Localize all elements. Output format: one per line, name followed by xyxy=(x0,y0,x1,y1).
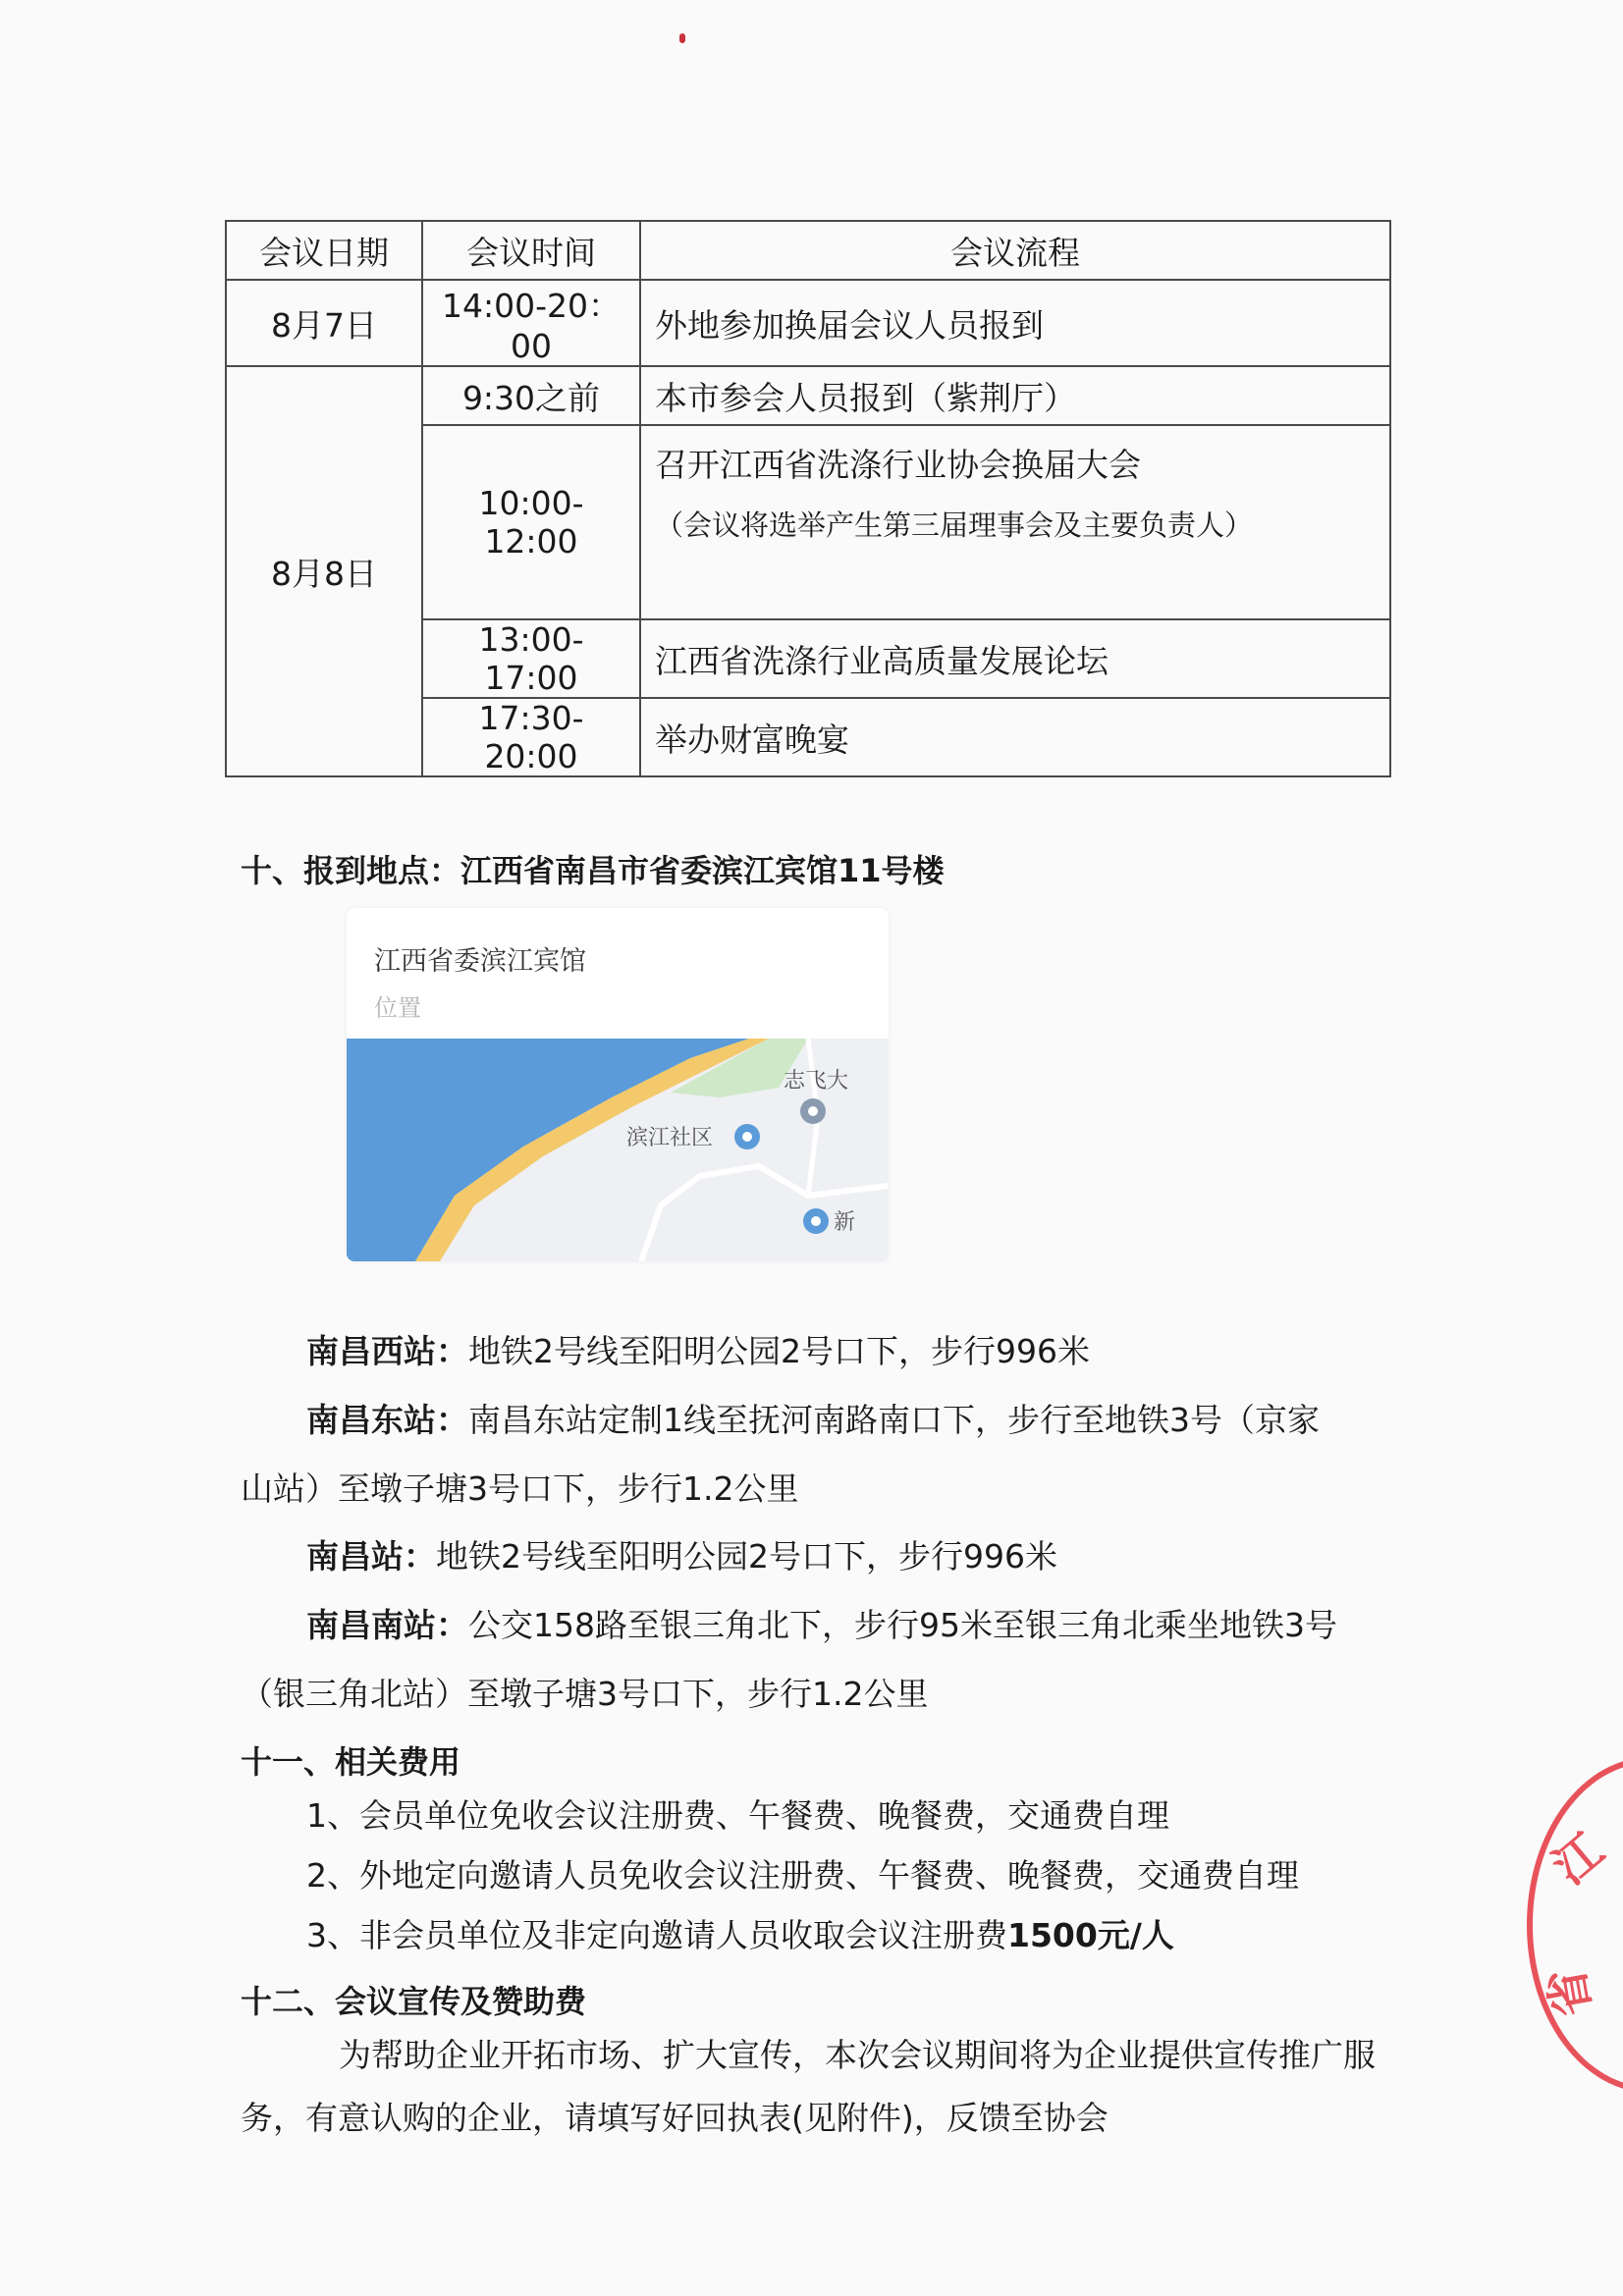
schedule-table xyxy=(225,220,1391,777)
row-time: 13:00-17:00 xyxy=(422,619,640,698)
header-time: 会议时间 xyxy=(422,221,640,280)
route-item xyxy=(306,1401,1320,1440)
route-station: 南昌西站： xyxy=(306,1332,468,1370)
seal-char: 省 xyxy=(1539,1964,1602,2021)
map-label: 滨江社区 xyxy=(626,1126,714,1150)
seal-char: 江 xyxy=(1542,1823,1615,1896)
route-desc: 公交158路至银三角北下，步行95米至银三角北乘坐地铁3号 xyxy=(468,1606,1337,1644)
route-station: 南昌南站： xyxy=(306,1606,468,1644)
table-row xyxy=(226,366,1390,425)
fee-amount: 1500元/人 xyxy=(1007,1916,1174,1954)
fee-item-text: 3、非会员单位及非定向邀请人员收取会议注册费 xyxy=(306,1916,1007,1954)
paragraph: 为帮助企业开拓市场、扩大宣传，本次会议期间将为企业提供宣传推广服 xyxy=(339,2036,1376,2074)
stray-mark xyxy=(679,33,685,43)
row-time: 10:00-12:00 xyxy=(422,425,640,619)
map-image[interactable] xyxy=(347,1039,889,1261)
row-time: 17:30-20:00 xyxy=(422,698,640,776)
fee-item xyxy=(306,1916,1174,1955)
fee-item: 1、会员单位免收会议注册费、午餐费、晚餐费，交通费自理 xyxy=(306,1796,1169,1835)
row-date: 8月8日 xyxy=(226,366,422,776)
table-header-row xyxy=(226,221,1390,280)
map-pin-icon xyxy=(734,1124,760,1149)
route-station: 南昌东站： xyxy=(306,1401,468,1439)
section-10-heading: 十、报到地点：江西省南昌市省委滨江宾馆11号楼 xyxy=(241,852,945,889)
route-desc: 地铁2号线至阳明公园2号口下，步行996米 xyxy=(468,1332,1090,1370)
table-row xyxy=(226,280,1390,366)
row-date: 8月7日 xyxy=(226,280,422,366)
map-title: 江西省委滨江宾馆 xyxy=(374,946,586,977)
route-desc: 地铁2号线至阳明公园2号口下，步行996米 xyxy=(436,1537,1057,1575)
map-subtitle: 位置 xyxy=(374,994,421,1022)
section-12-heading: 十二、会议宣传及赞助费 xyxy=(241,1983,587,2020)
row-process-note: （会议将选举产生第三届理事会及主要负责人） xyxy=(655,508,1254,542)
header-date: 会议日期 xyxy=(226,221,422,280)
row-process: 本市参会人员报到（紫荆厅） xyxy=(640,366,1390,425)
route-station: 南昌站： xyxy=(306,1537,436,1575)
official-seal xyxy=(1527,1757,1623,2093)
paragraph: 务，有意认购的企业，请填写好回执表(见附件)，反馈至协会 xyxy=(241,2099,1109,2137)
row-process: 江西省洗涤行业高质量发展论坛 xyxy=(640,619,1390,698)
route-item xyxy=(306,1332,1090,1371)
route-desc-cont: 山站）至墩子塘3号口下，步行1.2公里 xyxy=(241,1469,799,1508)
map-pin-icon xyxy=(803,1208,829,1234)
row-time: 9:30之前 xyxy=(422,366,640,425)
fee-item: 2、外地定向邀请人员免收会议注册费、午餐费、晚餐费，交通费自理 xyxy=(306,1856,1299,1895)
map-pin-icon xyxy=(800,1098,826,1124)
section-11-heading: 十一、相关费用 xyxy=(241,1743,461,1781)
route-desc: 南昌东站定制1线至抚河南路南口下，步行至地铁3号（京家 xyxy=(468,1401,1320,1439)
route-item xyxy=(306,1606,1337,1645)
map-label: 志飞大 xyxy=(784,1069,849,1094)
row-time: 14:00-20：00 xyxy=(422,280,640,366)
location-map-card[interactable] xyxy=(347,908,889,1261)
row-process: 外地参加换届会议人员报到 xyxy=(640,280,1390,366)
row-process: 举办财富晚宴 xyxy=(640,698,1390,776)
route-item xyxy=(306,1537,1057,1576)
route-desc-cont: （银三角北站）至墩子塘3号口下，步行1.2公里 xyxy=(241,1675,929,1713)
row-process-cell xyxy=(640,425,1390,619)
header-process: 会议流程 xyxy=(640,221,1390,280)
row-process: 召开江西省洗涤行业协会换届大会 xyxy=(655,446,1141,484)
map-label: 新 xyxy=(834,1210,856,1235)
